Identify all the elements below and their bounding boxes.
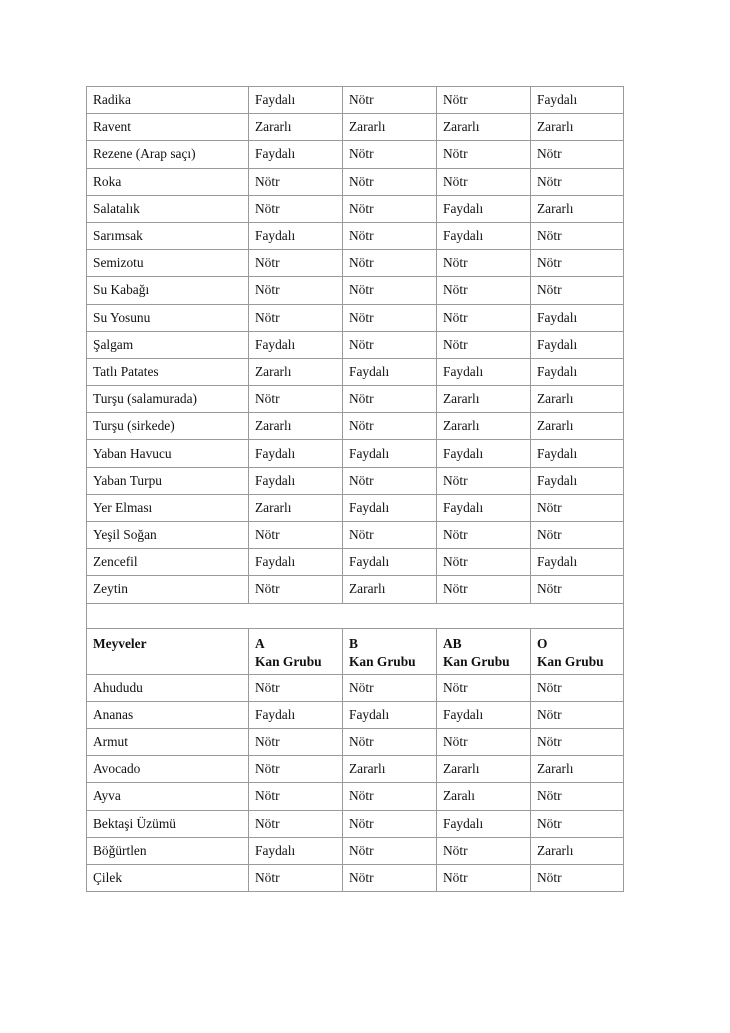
table-row	[87, 576, 624, 603]
rating-cell: Nötr	[249, 810, 343, 837]
rating-cell: Nötr	[343, 195, 437, 222]
rating-cell: Faydalı	[437, 222, 531, 249]
rating-cell: Nötr	[249, 522, 343, 549]
rating-cell: Zararlı	[343, 756, 437, 783]
rating-cell: Faydalı	[343, 358, 437, 385]
rating-cell: Zararlı	[249, 358, 343, 385]
rating-cell: Faydalı	[437, 810, 531, 837]
food-name-cell: Avocado	[87, 756, 249, 783]
rating-cell: Faydalı	[343, 549, 437, 576]
rating-cell: Zararlı	[437, 413, 531, 440]
rating-cell: Zararlı	[531, 386, 624, 413]
rating-cell: Faydalı	[249, 87, 343, 114]
table-row	[87, 674, 624, 701]
rating-cell: Nötr	[249, 728, 343, 755]
rating-cell: Nötr	[437, 549, 531, 576]
food-name-cell: Sarımsak	[87, 222, 249, 249]
rating-cell: Nötr	[343, 728, 437, 755]
rating-cell: Zararlı	[437, 114, 531, 141]
rating-cell: Nötr	[437, 576, 531, 603]
rating-cell: Nötr	[437, 250, 531, 277]
rating-cell: Faydalı	[437, 358, 531, 385]
rating-cell: Nötr	[437, 674, 531, 701]
table-row	[87, 837, 624, 864]
rating-cell: Faydalı	[249, 222, 343, 249]
group-letter: A	[255, 635, 265, 651]
group-label: Kan Grubu	[349, 653, 416, 669]
rating-cell: Nötr	[249, 674, 343, 701]
table-row	[87, 250, 624, 277]
group-letter: B	[349, 635, 358, 651]
table-row	[87, 494, 624, 521]
rating-cell: Nötr	[531, 701, 624, 728]
food-name-cell: Yeşil Soğan	[87, 522, 249, 549]
rating-cell: Nötr	[343, 467, 437, 494]
rating-cell: Nötr	[437, 864, 531, 891]
rating-cell: Nötr	[531, 168, 624, 195]
rating-cell: Zararlı	[531, 114, 624, 141]
rating-cell: Faydalı	[249, 701, 343, 728]
rating-cell: Faydalı	[531, 467, 624, 494]
rating-cell: Nötr	[437, 837, 531, 864]
table-row	[87, 195, 624, 222]
rating-cell: Faydalı	[249, 141, 343, 168]
fruits-section	[87, 674, 624, 892]
rating-cell: Zararlı	[343, 576, 437, 603]
table-row	[87, 522, 624, 549]
rating-cell: Nötr	[249, 756, 343, 783]
food-name-cell: Yaban Turpu	[87, 467, 249, 494]
rating-cell: Zararlı	[531, 756, 624, 783]
table-row	[87, 810, 624, 837]
rating-cell: Nötr	[531, 222, 624, 249]
rating-cell: Nötr	[249, 386, 343, 413]
rating-cell: Faydalı	[343, 494, 437, 521]
table-row	[87, 386, 624, 413]
rating-cell: Faydalı	[531, 358, 624, 385]
food-name-cell: Rezene (Arap saçı)	[87, 141, 249, 168]
rating-cell: Nötr	[343, 810, 437, 837]
rating-cell: Faydalı	[249, 837, 343, 864]
rating-cell: Faydalı	[531, 304, 624, 331]
rating-cell: Faydalı	[531, 549, 624, 576]
rating-cell: Nötr	[343, 864, 437, 891]
rating-cell: Nötr	[437, 304, 531, 331]
rating-cell: Nötr	[343, 168, 437, 195]
rating-cell: Nötr	[343, 522, 437, 549]
section-spacer	[87, 603, 624, 628]
food-name-cell: Tatlı Patates	[87, 358, 249, 385]
food-name-cell: Yer Elması	[87, 494, 249, 521]
rating-cell: Nötr	[531, 494, 624, 521]
category-header: Meyveler	[87, 628, 249, 674]
food-name-cell: Armut	[87, 728, 249, 755]
table-row	[87, 222, 624, 249]
food-name-cell: Su Kabağı	[87, 277, 249, 304]
table-row	[87, 87, 624, 114]
rating-cell: Faydalı	[531, 331, 624, 358]
food-name-cell: Ananas	[87, 701, 249, 728]
rating-cell: Nötr	[249, 864, 343, 891]
table-row	[87, 168, 624, 195]
table-row	[87, 141, 624, 168]
table-row	[87, 440, 624, 467]
rating-cell: Nötr	[531, 250, 624, 277]
rating-cell: Nötr	[249, 304, 343, 331]
table-row	[87, 304, 624, 331]
rating-cell: Faydalı	[343, 440, 437, 467]
table-row	[87, 701, 624, 728]
rating-cell: Nötr	[343, 277, 437, 304]
blood-group-ab-header	[437, 628, 531, 674]
blood-group-a-header	[249, 628, 343, 674]
group-label: Kan Grubu	[443, 653, 510, 669]
rating-cell: Faydalı	[531, 440, 624, 467]
food-name-cell: Su Yosunu	[87, 304, 249, 331]
rating-cell: Zararlı	[531, 413, 624, 440]
food-name-cell: Böğürtlen	[87, 837, 249, 864]
table-row	[87, 467, 624, 494]
rating-cell: Nötr	[531, 576, 624, 603]
food-name-cell: Yaban Havucu	[87, 440, 249, 467]
rating-cell: Nötr	[343, 674, 437, 701]
rating-cell: Nötr	[437, 87, 531, 114]
rating-cell: Faydalı	[531, 87, 624, 114]
table-row	[87, 413, 624, 440]
rating-cell: Nötr	[343, 413, 437, 440]
food-name-cell: Ahududu	[87, 674, 249, 701]
food-name-cell: Turşu (salamurada)	[87, 386, 249, 413]
rating-cell: Nötr	[343, 250, 437, 277]
rating-cell: Faydalı	[437, 195, 531, 222]
rating-cell: Zararlı	[343, 114, 437, 141]
table-row	[87, 864, 624, 891]
rating-cell: Faydalı	[249, 467, 343, 494]
table-row	[87, 783, 624, 810]
rating-cell: Nötr	[249, 250, 343, 277]
rating-cell: Faydalı	[249, 440, 343, 467]
rating-cell: Nötr	[343, 837, 437, 864]
rating-cell: Nötr	[531, 674, 624, 701]
rating-cell: Nötr	[343, 386, 437, 413]
rating-cell: Nötr	[531, 783, 624, 810]
group-label: Kan Grubu	[537, 653, 604, 669]
food-name-cell: Çilek	[87, 864, 249, 891]
rating-cell: Zararlı	[249, 494, 343, 521]
rating-cell: Nötr	[531, 141, 624, 168]
rating-cell: Nötr	[437, 168, 531, 195]
food-name-cell: Radika	[87, 87, 249, 114]
food-name-cell: Zencefil	[87, 549, 249, 576]
rating-cell: Nötr	[531, 522, 624, 549]
table-row	[87, 756, 624, 783]
table-row	[87, 331, 624, 358]
rating-cell: Zararlı	[249, 114, 343, 141]
food-name-cell: Turşu (sirkede)	[87, 413, 249, 440]
rating-cell: Faydalı	[437, 440, 531, 467]
food-name-cell: Şalgam	[87, 331, 249, 358]
blood-group-o-header	[531, 628, 624, 674]
rating-cell: Nötr	[531, 277, 624, 304]
food-name-cell: Ravent	[87, 114, 249, 141]
rating-cell: Nötr	[437, 141, 531, 168]
table-row	[87, 114, 624, 141]
rating-cell: Zararlı	[249, 413, 343, 440]
rating-cell: Nötr	[249, 576, 343, 603]
rating-cell: Nötr	[437, 277, 531, 304]
rating-cell: Nötr	[249, 168, 343, 195]
rating-cell: Nötr	[437, 522, 531, 549]
rating-cell: Faydalı	[249, 549, 343, 576]
rating-cell: Nötr	[531, 864, 624, 891]
food-name-cell: Zeytin	[87, 576, 249, 603]
blood-type-food-table	[86, 86, 624, 892]
rating-cell: Nötr	[249, 277, 343, 304]
food-name-cell: Roka	[87, 168, 249, 195]
rating-cell: Zararlı	[531, 195, 624, 222]
food-name-cell: Salatalık	[87, 195, 249, 222]
group-letter: O	[537, 635, 548, 651]
rating-cell: Nötr	[343, 783, 437, 810]
rating-cell: Faydalı	[249, 331, 343, 358]
rating-cell: Nötr	[343, 304, 437, 331]
rating-cell: Zararlı	[531, 837, 624, 864]
vegetables-section	[87, 87, 624, 604]
rating-cell: Nötr	[249, 195, 343, 222]
group-letter: AB	[443, 635, 462, 651]
rating-cell: Nötr	[343, 141, 437, 168]
rating-cell: Nötr	[437, 728, 531, 755]
table-row	[87, 358, 624, 385]
rating-cell: Nötr	[249, 783, 343, 810]
rating-cell: Nötr	[531, 810, 624, 837]
food-name-cell: Ayva	[87, 783, 249, 810]
rating-cell: Nötr	[437, 467, 531, 494]
table-row	[87, 549, 624, 576]
fruits-header-section	[87, 628, 624, 674]
rating-cell: Nötr	[531, 728, 624, 755]
rating-cell: Zararlı	[437, 386, 531, 413]
table-row	[87, 277, 624, 304]
rating-cell: Faydalı	[343, 701, 437, 728]
food-name-cell: Bektaşi Üzümü	[87, 810, 249, 837]
rating-cell: Zaralı	[437, 783, 531, 810]
spacer-cell	[87, 603, 624, 628]
group-label: Kan Grubu	[255, 653, 322, 669]
blood-group-b-header	[343, 628, 437, 674]
fruits-header-row	[87, 628, 624, 674]
rating-cell: Nötr	[343, 87, 437, 114]
rating-cell: Faydalı	[437, 701, 531, 728]
table-row	[87, 728, 624, 755]
rating-cell: Faydalı	[437, 494, 531, 521]
document-page	[86, 86, 623, 892]
food-name-cell: Semizotu	[87, 250, 249, 277]
spacer-row	[87, 603, 624, 628]
rating-cell: Nötr	[343, 331, 437, 358]
rating-cell: Nötr	[343, 222, 437, 249]
rating-cell: Nötr	[437, 331, 531, 358]
rating-cell: Zararlı	[437, 756, 531, 783]
